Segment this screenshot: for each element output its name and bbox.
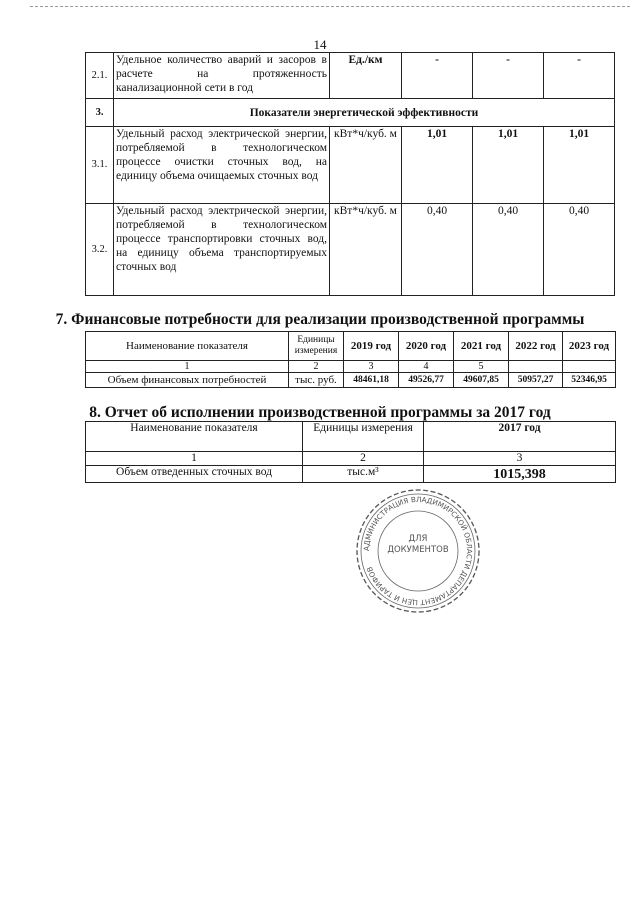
indicator-description: Удельный расход электрической энергии, потребляемой в технологическом процессе очистки сточных вод, на единицу объема очищаемых сточных вод bbox=[114, 127, 330, 204]
value-cell: 48461,18 bbox=[344, 373, 399, 388]
value-cell: - bbox=[402, 53, 473, 99]
header-unit: Единицы измерения bbox=[303, 422, 424, 452]
execution-report-table bbox=[85, 421, 616, 483]
table-row bbox=[86, 53, 615, 99]
indicator-description: Удельное количество аварий и засоров в расчете на протяженность канализационной сети в год bbox=[114, 53, 330, 99]
unit-cell: тыс.м³ bbox=[303, 466, 424, 483]
value-cell: 1,01 bbox=[402, 127, 473, 204]
header-row bbox=[86, 422, 616, 452]
indicators-table bbox=[85, 52, 615, 296]
official-stamp bbox=[355, 488, 481, 614]
section-8-heading: 8. Отчет об исполнении производственной программы за 2017 год bbox=[89, 404, 551, 421]
value-cell: 49607,85 bbox=[454, 373, 509, 388]
value-cell: - bbox=[473, 53, 544, 99]
unit-cell: Ед./км bbox=[330, 53, 402, 99]
stamp-ring-text: АДМИНИСТРАЦИЯ ВЛАДИМИРСКОЙ ОБЛАСТИ ДЕПАРТАМЕНТ ЦЕН И ТАРИФОВ bbox=[361, 494, 475, 608]
index-cell: 2 bbox=[289, 361, 344, 373]
value-cell: 50957,27 bbox=[509, 373, 563, 388]
unit-cell: кВт*ч/куб. м bbox=[330, 127, 402, 204]
financial-needs-table bbox=[85, 331, 616, 388]
table-row bbox=[86, 204, 615, 296]
value-cell: 1,01 bbox=[473, 127, 544, 204]
table-row bbox=[86, 373, 616, 388]
indicator-description: Удельный расход электрической энергии, потребляемой в технологическом процессе транспортировки сточных вод, на единицу объема транспортируемых сточных вод bbox=[114, 204, 330, 296]
value-cell: 52346,95 bbox=[563, 373, 616, 388]
section-row bbox=[86, 99, 615, 127]
index-cell: 1 bbox=[86, 452, 303, 466]
value-cell: 1015,398 bbox=[424, 466, 616, 483]
value-cell: 1,01 bbox=[544, 127, 615, 204]
value-cell: - bbox=[544, 53, 615, 99]
header-year: 2019 год bbox=[344, 332, 399, 361]
value-cell: 0,40 bbox=[544, 204, 615, 296]
index-row bbox=[86, 361, 616, 373]
page-number: 14 bbox=[313, 37, 327, 52]
value-cell: 49526,77 bbox=[399, 373, 454, 388]
top-dashed-line bbox=[30, 6, 630, 7]
value-cell: 0,40 bbox=[473, 204, 544, 296]
value-cell: 0,40 bbox=[402, 204, 473, 296]
index-cell: 3 bbox=[344, 361, 399, 373]
index-row bbox=[86, 452, 616, 466]
index-cell: 1 bbox=[86, 361, 289, 373]
row-number: 2.1. bbox=[86, 53, 114, 99]
indicator-name: Объем отведенных сточных вод bbox=[86, 466, 303, 483]
unit-cell: тыс. руб. bbox=[289, 373, 344, 388]
index-cell bbox=[563, 361, 616, 373]
unit-cell: кВт*ч/куб. м bbox=[330, 204, 402, 296]
index-cell: 5 bbox=[454, 361, 509, 373]
index-cell: 4 bbox=[399, 361, 454, 373]
header-year: 2017 год bbox=[424, 422, 616, 452]
table-row bbox=[86, 466, 616, 483]
row-number: 3.2. bbox=[86, 204, 114, 296]
index-cell: 2 bbox=[303, 452, 424, 466]
index-cell bbox=[509, 361, 563, 373]
header-year: 2022 год bbox=[509, 332, 563, 361]
stamp-center-text: ДЛЯ ДОКУМЕНТОВ bbox=[387, 534, 449, 555]
row-number: 3.1. bbox=[86, 127, 114, 204]
header-name: Наименование показателя bbox=[86, 422, 303, 452]
table-row bbox=[86, 127, 615, 204]
section-7-heading: 7. Финансовые потребности для реализации производственной программы bbox=[55, 311, 585, 328]
index-cell: 3 bbox=[424, 452, 616, 466]
section-title: Показатели энергетической эффективности bbox=[114, 99, 615, 127]
header-unit: Единицы измерения bbox=[289, 332, 344, 361]
indicator-name: Объем финансовых потребностей bbox=[86, 373, 289, 388]
header-year: 2021 год bbox=[454, 332, 509, 361]
header-year: 2023 год bbox=[563, 332, 616, 361]
header-row bbox=[86, 332, 616, 361]
section-number: 3. bbox=[86, 99, 114, 127]
header-name: Наименование показателя bbox=[86, 332, 289, 361]
header-year: 2020 год bbox=[399, 332, 454, 361]
